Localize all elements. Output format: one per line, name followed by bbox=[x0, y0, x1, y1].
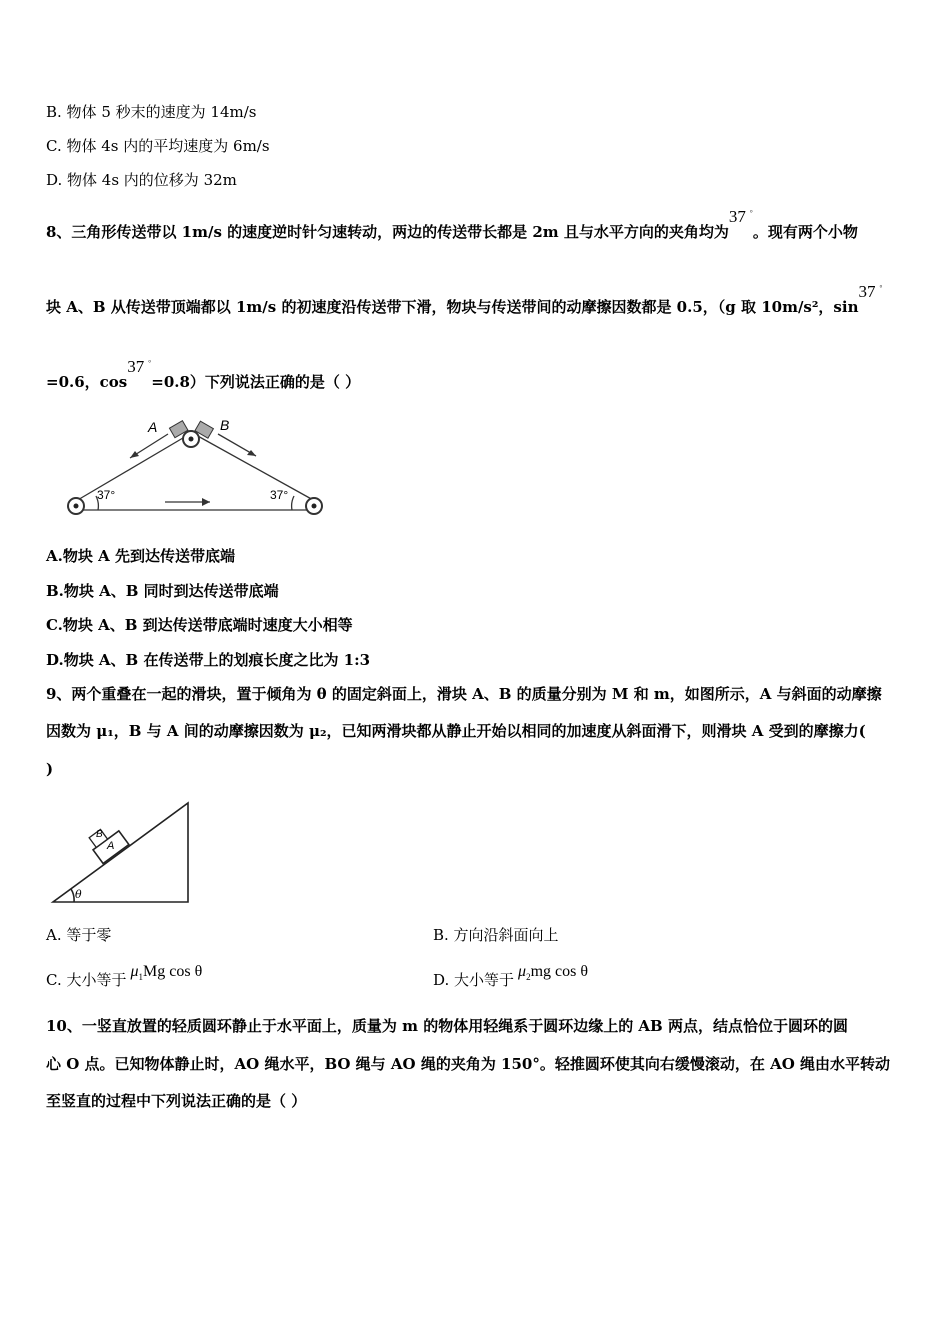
figure-label-theta: θ bbox=[75, 888, 82, 901]
q8-stem-line2: 块 A、B 从传送带顶端都以 1m/s 的初速度沿传送带下滑，物块与传送带间的动摩擦因数都是 0.5，（g 取 10m/s²，sin 37 ° bbox=[46, 282, 883, 316]
q7-option-d: D. 物体 4s 内的位移为 32m bbox=[46, 171, 237, 189]
q9-option-b: B. 方向沿斜面向上 bbox=[433, 926, 559, 944]
angle-37: 37 ° bbox=[858, 282, 883, 301]
q9-stem-line2: 因数为 μ₁，B 与 A 间的动摩擦因数为 μ₂，已知两滑块都从静止开始以相同的加速度从斜面滑下，则滑块 A 受到的摩擦力( bbox=[46, 722, 866, 740]
figure-label-b: B bbox=[96, 829, 103, 840]
q8-stem-line3: =0.6，cos 37 ° =0.8）下列说法正确的是（ ） bbox=[46, 357, 361, 391]
q9-option-a: A. 等于零 bbox=[46, 926, 112, 944]
q7-option-b: B. 物体 5 秒末的速度为 14m/s bbox=[46, 103, 257, 121]
q10-stem-line2: 心 O 点。已知物体静止时，AO 绳水平，BO 绳与 AO 绳的夹角为 150°。轻推圆环使其向右缓慢滚动，在 AO 绳由水平转动 bbox=[46, 1055, 891, 1073]
figure-angle-left: 37° bbox=[97, 488, 116, 502]
q10-stem-line3: 至竖直的过程中下列说法正确的是（ ） bbox=[46, 1092, 307, 1110]
q9-stem-line3: ) bbox=[46, 760, 54, 778]
figure-label-a: A bbox=[107, 840, 115, 852]
q10-stem-line1: 10、一竖直放置的轻质圆环静止于水平面上，质量为 m 的物体用轻绳系于圆环边缘上的 AB 两点，结点恰位于圆环的圆 bbox=[46, 1017, 848, 1035]
q8-option-b: B.物块 A、B 同时到达传送带底端 bbox=[46, 582, 279, 600]
formula-mu1-mg-cos: $\mu_1Mg$ cos θ bbox=[130, 963, 203, 983]
q9-stem-line1: 9、两个重叠在一起的滑块，置于倾角为 θ 的固定斜面上，滑块 A、B 的质量分别为 M 和 m，如图所示，A 与斜面的动摩擦 bbox=[46, 685, 882, 703]
conveyor-belt-figure bbox=[60, 410, 330, 520]
incline-blocks-figure bbox=[50, 798, 195, 906]
q9-option-d: D. 大小等于 $\mu_2mg$ cos θ bbox=[433, 963, 588, 989]
q8-option-d: D.物块 A、B 在传送带上的划痕长度之比为 1:3 bbox=[46, 651, 371, 669]
figure-angle-right: 37° bbox=[270, 488, 289, 502]
figure-label-a: A bbox=[148, 419, 158, 435]
q7-option-c: C. 物体 4s 内的平均速度为 6m/s bbox=[46, 137, 270, 155]
q8-stem-line1: 8、三角形传送带以 1m/s 的速度逆时针匀速转动，两边的传送带长都是 2m 且与水平方向的夹角均为 37 ° 。现有两个小物 bbox=[46, 207, 858, 241]
formula-mu2-mg-cos: $\mu_2mg$ cos θ bbox=[518, 963, 588, 983]
q8-option-c: C.物块 A、B 到达传送带底端时速度大小相等 bbox=[46, 616, 353, 634]
angle-37: 37 ° bbox=[127, 357, 152, 376]
figure-label-b: B bbox=[220, 417, 230, 433]
angle-37: 37 ° bbox=[728, 207, 753, 226]
q9-option-c: C. 大小等于 $\mu_1Mg$ cos θ bbox=[46, 963, 203, 989]
q8-option-a: A.物块 A 先到达传送带底端 bbox=[46, 547, 235, 565]
